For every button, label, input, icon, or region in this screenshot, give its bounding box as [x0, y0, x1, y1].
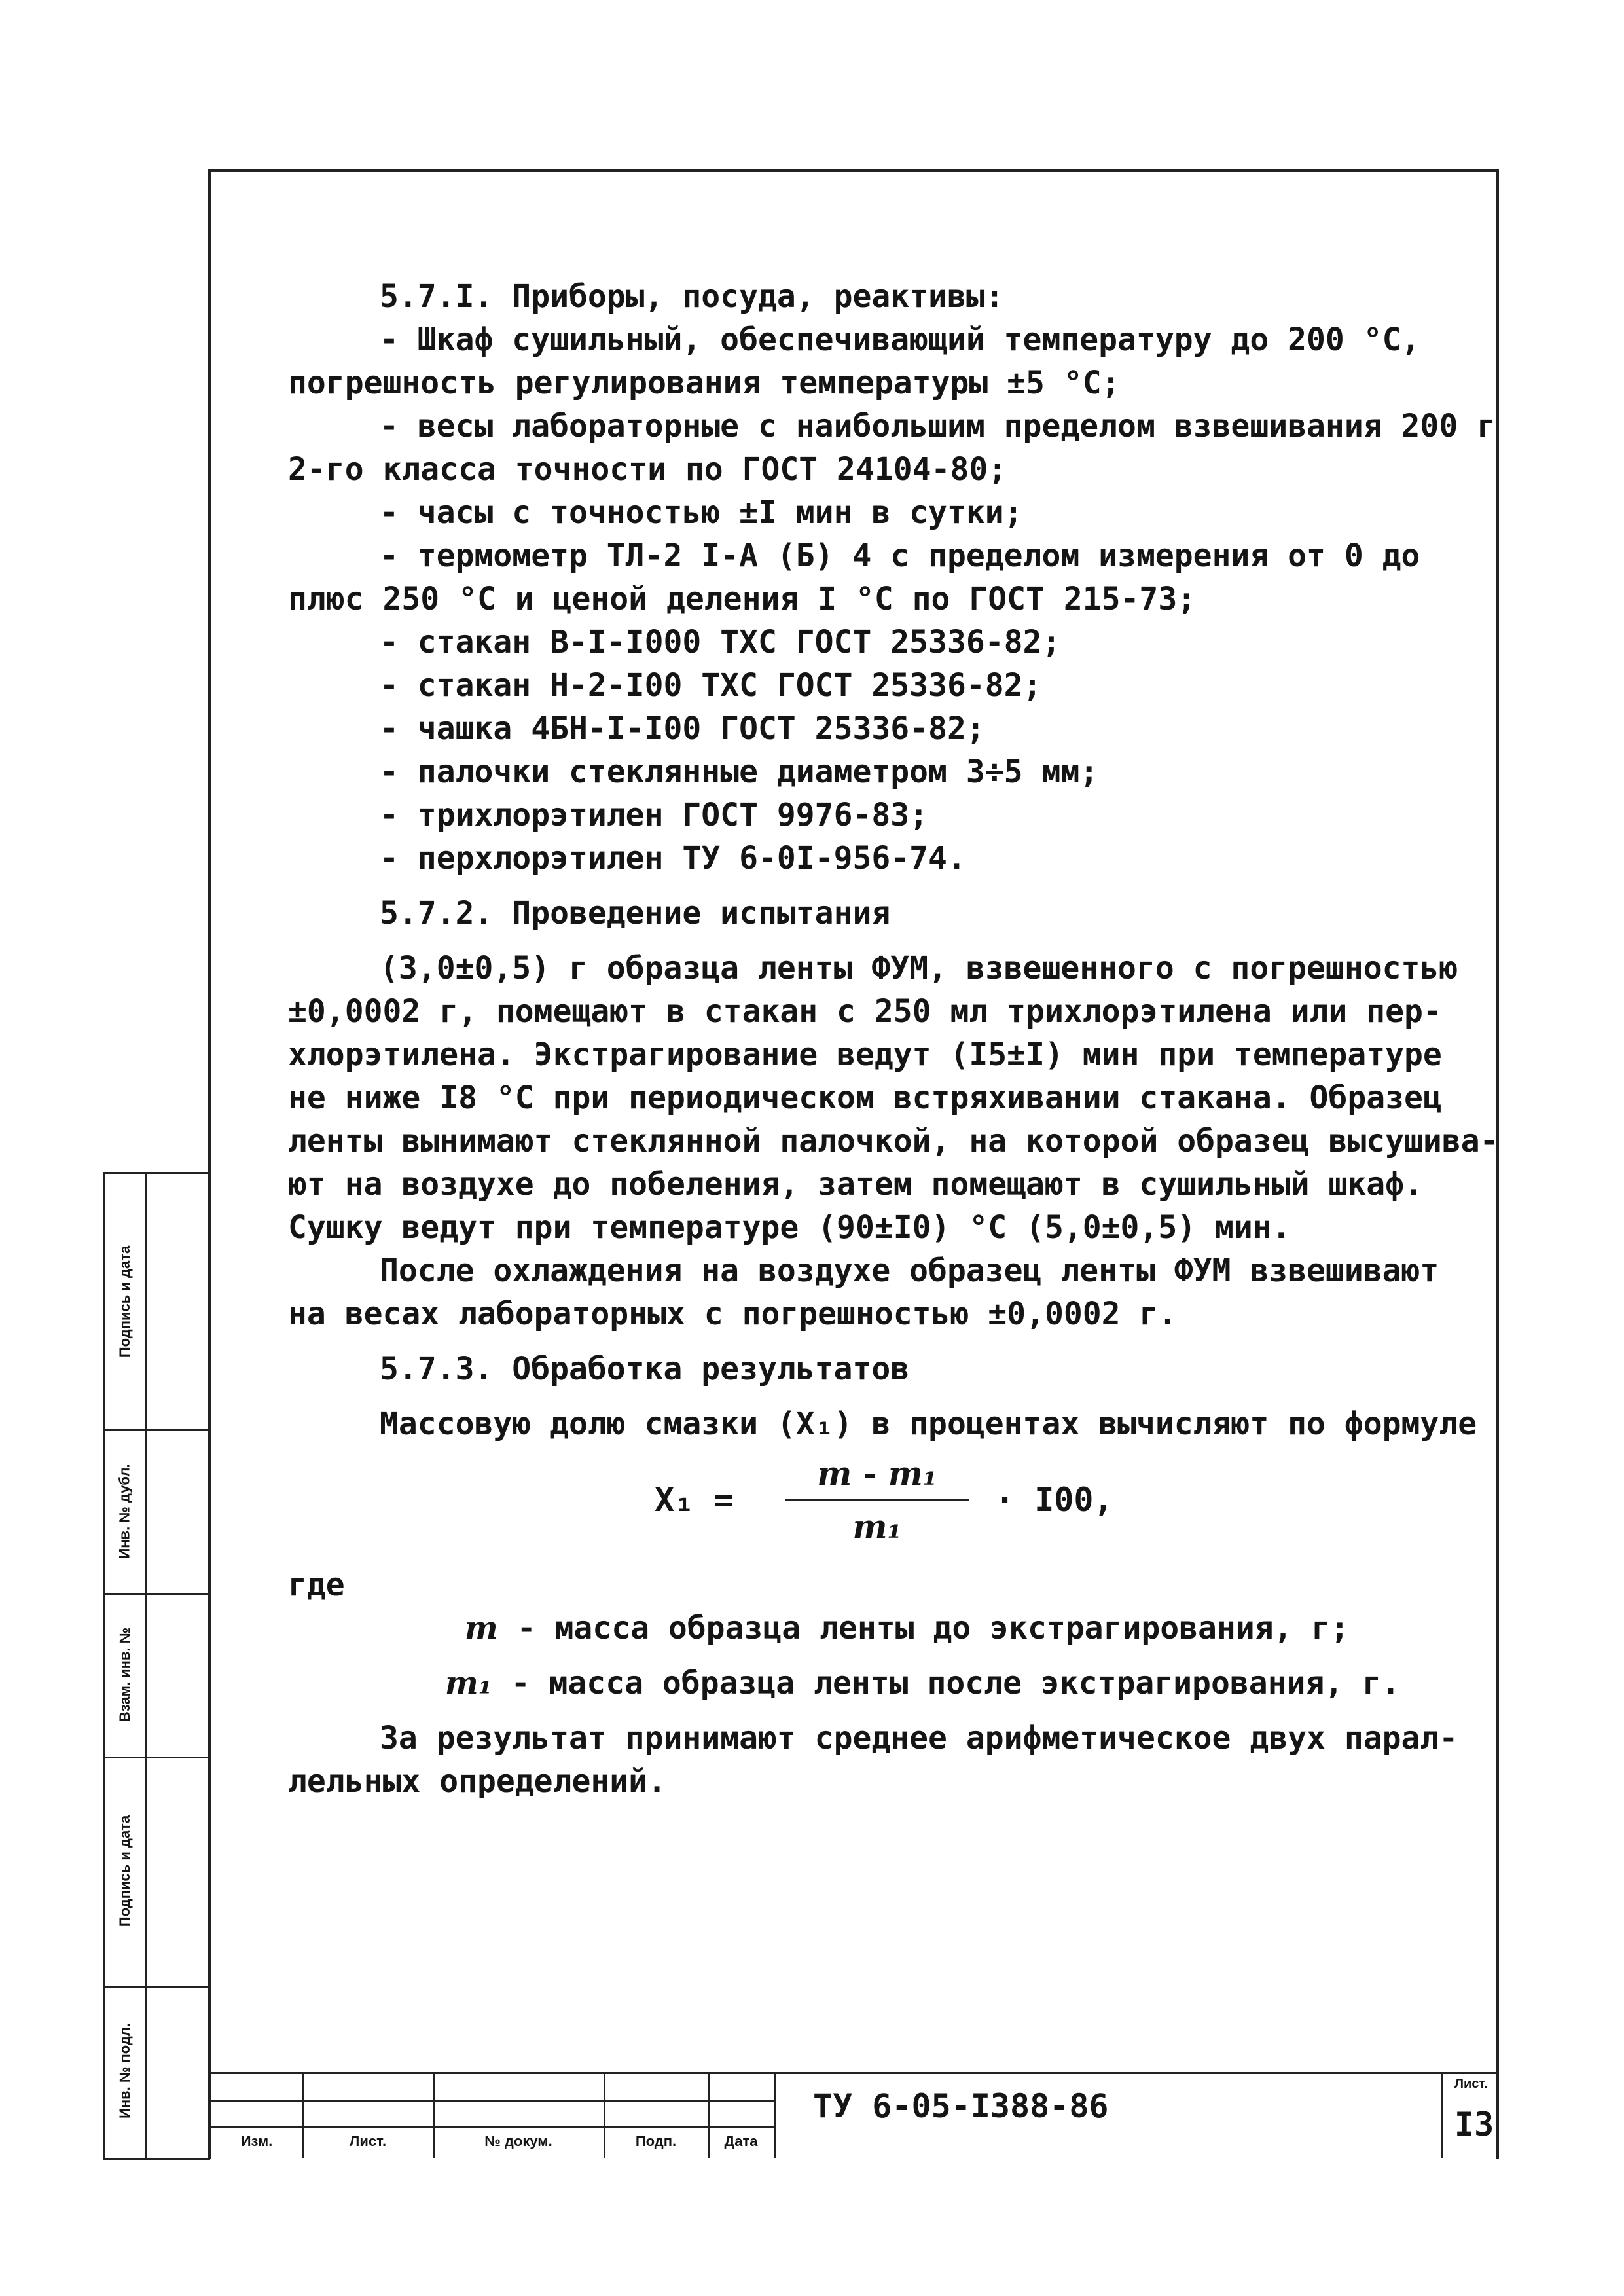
definition-line — [288, 1662, 1466, 1705]
col-header-change: Изм. — [240, 2133, 273, 2149]
list-item: - чашка 4БН-I-I00 ГОСТ 25336-82; — [380, 710, 985, 747]
definition-text: - масса образца ленты до экстрагирования, г; — [497, 1610, 1350, 1647]
side-label-orig-inv: Инв. № подл. — [117, 2023, 134, 2119]
formula — [288, 1452, 1466, 1550]
formula-rhs: · I00, — [995, 1481, 1113, 1519]
document-number: ТУ 6-05-I388-86 — [813, 2087, 1109, 2125]
definition-text: - масса образца ленты после экстрагирования, г. — [492, 1665, 1400, 1702]
list-item: - термометр ТЛ-2 I-А (Б) 4 с пределом измерения от 0 до — [380, 538, 1420, 574]
definition-line — [288, 1607, 1466, 1650]
list-item: - часы с точностью ±I мин в сутки; — [380, 494, 1023, 531]
list-item-continuation: погрешность регулирования температуры ±5 °С; — [288, 365, 1121, 401]
side-label-signature-date-1: Подпись и дата — [117, 1245, 133, 1358]
paragraph-line: не ниже I8 °С при периодическом встряхивании стакана. Образец — [288, 1080, 1442, 1116]
list-item: - стакан В-I-I000 ТХС ГОСТ 25336-82; — [380, 624, 1061, 661]
paragraph-line: После охлаждения на воздухе образец ленты ФУМ взвешивают — [380, 1252, 1439, 1289]
col-header-signature: Подп. — [635, 2133, 677, 2149]
paragraph-line: хлорэтилена. Экстрагирование ведут (I5±I) мин при температуре — [288, 1036, 1442, 1073]
list-item: - палочки стеклянные диаметром 3÷5 мм; — [380, 754, 1099, 790]
formula-denominator: m₁ — [852, 1507, 902, 1546]
title-block-row-line — [211, 2126, 774, 2128]
list-item: - перхлорэтилен ТУ 6-0I-956-74. — [380, 840, 966, 877]
title-block-column-line — [774, 2074, 776, 2158]
sheet-number: I3 — [1454, 2105, 1494, 2143]
paragraph-line: Массовую долю смазки (X₁) в процентах вычисляют по формуле — [380, 1406, 1477, 1442]
title-block-column-line — [1441, 2074, 1443, 2158]
side-label-dup-inv: Инв. № дубл. — [117, 1463, 133, 1559]
list-item-continuation: 2-го класса точности по ГОСТ 24104-80; — [288, 451, 1007, 488]
title-block-row-line — [211, 2100, 774, 2102]
document-body — [288, 275, 1499, 1803]
definition-variable: m₁ — [445, 1665, 492, 1702]
side-label-replace-inv: Взам. инв. № — [117, 1627, 134, 1722]
paragraph-line: на весах лабораторных с погрешностью ±0,0002 г. — [288, 1296, 1178, 1332]
sheet-label: Лист. — [1454, 2077, 1489, 2091]
where-label: где — [288, 1567, 345, 1603]
side-strip-divider — [145, 1174, 147, 2158]
fraction-bar — [785, 1499, 969, 1501]
list-item: - стакан Н-2-I00 ТХС ГОСТ 25336-82; — [380, 667, 1042, 704]
paragraph-line: (3,0±0,5) г образца ленты ФУМ, взвешенного с погрешностью — [380, 950, 1458, 987]
side-stamp-strip — [103, 1172, 210, 2160]
paragraph-line: ленты вынимают стеклянной палочкой, на которой образец высушива- — [288, 1123, 1499, 1159]
formula-lhs: X₁ = — [655, 1481, 734, 1519]
list-item-continuation: плюс 250 °С и ценой деления I °С по ГОСТ 215-73; — [288, 581, 1197, 617]
side-label-signature-date-2: Подпись и дата — [117, 1815, 133, 1927]
section-heading: 5.7.I. Приборы, посуда, реактивы: — [380, 278, 1004, 315]
list-item: - Шкаф сушильный, обеспечивающий температуру до 200 °С, — [380, 321, 1420, 358]
paragraph-line: Сушку ведут при температуре (90±I0) °С (5,0±0,5) мин. — [288, 1209, 1291, 1246]
definition-variable: m — [465, 1610, 498, 1647]
section-heading: 5.7.2. Проведение испытания — [380, 895, 891, 932]
formula-numerator: m - m₁ — [817, 1454, 937, 1493]
col-header-date: Дата — [724, 2133, 758, 2149]
paragraph-line: ют на воздухе до побеления, затем помещают в сушильный шкаф. — [288, 1166, 1423, 1203]
col-header-sheet: Лист. — [349, 2133, 387, 2149]
list-item: - трихлорэтилен ГОСТ 9976-83; — [380, 797, 929, 833]
title-block — [211, 2072, 1496, 2158]
section-heading: 5.7.3. Обработка результатов — [380, 1351, 910, 1387]
col-header-doc-no: № докум. — [484, 2133, 552, 2149]
list-item: - весы лабораторные с наибольшим пределом взвешивания 200 г — [380, 408, 1496, 445]
formula-fraction — [785, 1452, 969, 1548]
paragraph-line: ±0,0002 г, помещают в стакан с 250 мл трихлорэтилена или пер- — [288, 993, 1442, 1030]
paragraph-line: лельных определений. — [288, 1763, 666, 1800]
paragraph-line: За результат принимают среднее арифметическое двух парал- — [380, 1720, 1458, 1757]
